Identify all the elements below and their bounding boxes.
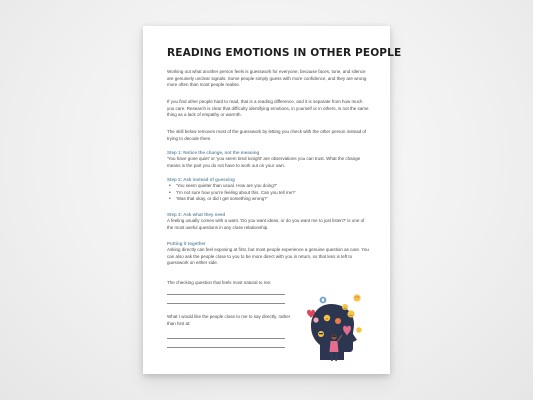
bullet-item: • 'I'm not sure how you're feeling about this. Can you tell me?' xyxy=(167,190,367,197)
write-line[interactable] xyxy=(167,303,285,304)
thumbs-up-emoji-icon xyxy=(320,297,327,304)
emotions-illustration xyxy=(301,290,371,364)
step1-heading: Step 1: Notice the change, not the meaning xyxy=(167,150,260,155)
cool-emoji-icon xyxy=(318,331,324,337)
page-title: READING EMOTIONS IN OTHER PEOPLE xyxy=(167,47,402,59)
intro-paragraph-2: If you find other people hard to read, that is a reading difference, and it is separate from how much you care. Research is clear that difficulty identifying emotions, in yourself or in others, is not the same thing as a lack of empathy or warmth. xyxy=(167,99,369,118)
bullet-item: • 'Was that okay, or did I get something wrong?' xyxy=(167,196,367,203)
smile-emoji-icon xyxy=(347,310,354,317)
angry-emoji-icon xyxy=(335,318,341,324)
write-line[interactable] xyxy=(167,294,285,295)
intro-paragraph-1: Working out what another person feels is guesswork for everyone, because faces, tone, and silence are genuinely unclear signals. Some people simply guess with more confidence, and they are wrong more often than most people realise. xyxy=(167,69,367,88)
sad-emoji-icon xyxy=(342,304,348,310)
together-text: Asking directly can feel exposing at first, but most people experience a genuine question as care. You can also ask the people close to you to be more direct with you in return, so that less is left to guesswork on either side. xyxy=(167,247,369,266)
write-line[interactable] xyxy=(167,338,285,339)
prompt-1: The checking question that feels most natural to me: xyxy=(167,280,272,285)
write-line[interactable] xyxy=(167,347,285,348)
love-eyes-emoji-icon xyxy=(353,294,360,301)
intro-paragraph-3: The skill below removes most of the guesswork by letting you check with the other person instead of trying to decode them. xyxy=(167,129,367,141)
worksheet-page xyxy=(143,26,402,374)
step3-heading: Step 3: Ask what they need xyxy=(167,212,226,217)
step3-text: A feeling usually comes with a want. 'Do you want ideas, or do you want me to just listen?' is one of the most useful questions in any close relationship. xyxy=(167,218,365,230)
step2-bullet-list xyxy=(167,183,367,203)
together-heading: Putting it together xyxy=(167,241,206,246)
prompt-2: What I would like the people close to me to say directly, rather than hint at: xyxy=(167,314,291,326)
laugh-emoji-icon xyxy=(324,315,330,321)
step2-heading: Step 2: Ask instead of guessing xyxy=(167,177,235,182)
step1-text: 'You have gone quiet' or 'you seem tired tonight' are observations you can trust. What the change means is the part you do not have to work out on your own. xyxy=(167,156,361,168)
bullet-item: • 'You seem quieter than usual. How are you doing?' xyxy=(167,183,367,190)
